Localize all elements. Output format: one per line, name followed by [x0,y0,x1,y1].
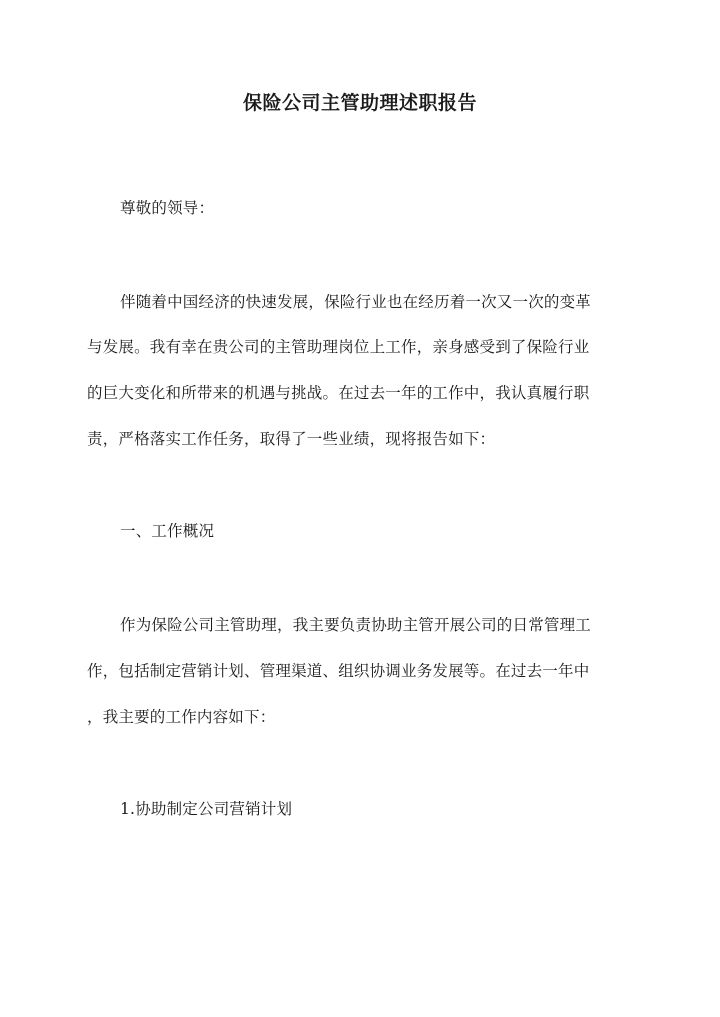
subsection-heading: 1.协助制定公司营销计划 [120,800,293,818]
section-heading: 一、工作概况 [120,522,215,540]
intro-paragraph-line: 伴随着中国经济的快速发展，保险行业也在经历着一次又一次的变革 [120,293,592,311]
intro-paragraph-line: 的巨大变化和所带来的机遇与挑战。在过去一年的工作中，我认真履行职 [87,384,590,402]
section-paragraph-line: 作为保险公司主管助理，我主要负责协助主管开展公司的日常管理工 [120,616,592,634]
salutation: 尊敬的领导： [120,199,215,217]
intro-paragraph-line: 与发展。我有幸在贵公司的主管助理岗位上工作，亲身感受到了保险行业 [87,338,590,356]
intro-paragraph-line: 责，严格落实工作任务，取得了一些业绩，现将报告如下： [87,430,496,448]
section-paragraph-line: ，我主要的工作内容如下： [87,708,276,726]
section-paragraph-line: 作，包括制定营销计划、管理渠道、组织协调业务发展等。在过去一年中 [87,662,590,680]
document-title: 保险公司主管助理述职报告 [242,92,477,114]
